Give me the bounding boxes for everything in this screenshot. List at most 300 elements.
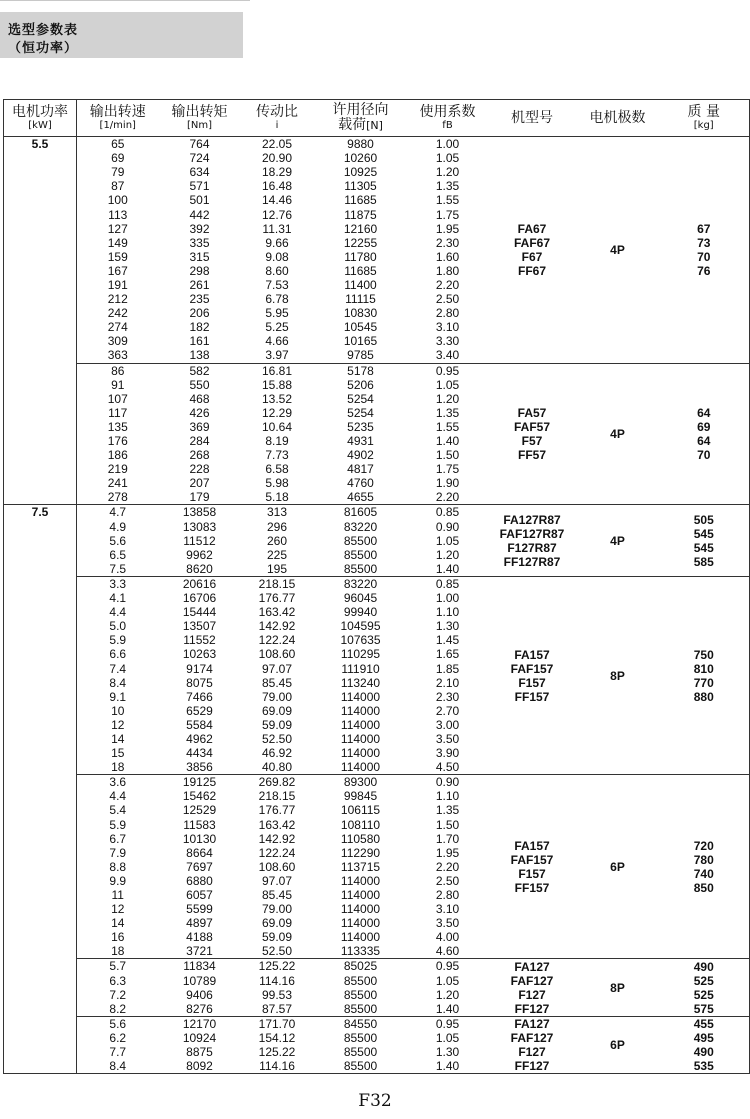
weight-value: 64 xyxy=(697,405,711,420)
service-factor-cell: 1.00 xyxy=(435,591,460,606)
torque-cell: 298 xyxy=(189,263,210,278)
table-row xyxy=(4,505,750,520)
table-header-row xyxy=(4,100,750,137)
torque-cell: 550 xyxy=(189,377,210,392)
radial-load-cell: 12160 xyxy=(343,221,378,236)
speed-cell: 309 xyxy=(107,334,128,349)
motor-poles-cell: 4P xyxy=(577,363,659,505)
weight-value: 490 xyxy=(693,1045,714,1059)
radial-load-cell: 85500 xyxy=(343,973,378,988)
service-factor-cell: 1.00 xyxy=(408,137,488,152)
service-factor-cell: 2.80 xyxy=(435,306,460,321)
radial-load-cell: 9880 xyxy=(314,137,408,152)
ratio-cell: 52.50 xyxy=(261,944,293,959)
speed-cell: 8.2 xyxy=(109,1001,127,1016)
service-factor-cell: 1.70 xyxy=(435,831,460,846)
ratio-cell: 154.12 xyxy=(258,1030,296,1045)
torque-cell: 501 xyxy=(189,193,210,208)
speed-cell: 113 xyxy=(108,207,128,222)
table-row xyxy=(4,576,750,591)
speed-cell: 69 xyxy=(111,151,125,166)
radial-load-cell: 89300 xyxy=(314,775,408,790)
model-number: FA157 xyxy=(514,838,550,853)
service-factor-cell: 1.35 xyxy=(435,405,460,420)
torque-cell: 10789 xyxy=(182,973,217,988)
service-factor-cell: 1.20 xyxy=(435,165,460,180)
table-row xyxy=(4,363,750,378)
service-factor-cell: 3.50 xyxy=(435,916,460,931)
torque-cell: 20616 xyxy=(159,576,241,591)
radial-load-cell: 99940 xyxy=(343,605,378,620)
weight-value: 575 xyxy=(693,1001,714,1016)
speed-cell: 5.6 xyxy=(77,1016,159,1031)
radial-load-cell: 85500 xyxy=(343,1045,378,1060)
radial-load-cell: 107635 xyxy=(340,633,381,648)
ratio-cell: 8.60 xyxy=(265,263,289,278)
weight-cell xyxy=(659,775,750,959)
speed-cell: 79 xyxy=(111,165,125,180)
motor-poles-cell: 8P xyxy=(577,959,659,1016)
ratio-cell: 40.80 xyxy=(261,760,293,775)
torque-cell: 268 xyxy=(189,448,210,463)
speed-cell: 7.9 xyxy=(109,845,127,860)
weight-value: 70 xyxy=(697,447,711,462)
model-number: FAF127R87 xyxy=(499,526,565,541)
service-factor-cell: 2.80 xyxy=(435,888,460,903)
speed-cell: 3.6 xyxy=(77,775,159,790)
speed-cell: 135 xyxy=(107,419,128,434)
speed-cell: 3.3 xyxy=(77,576,159,591)
speed-cell: 12 xyxy=(111,902,125,917)
service-factor-cell: 1.75 xyxy=(435,207,460,222)
ratio-cell: 8.19 xyxy=(265,434,289,449)
radial-load-cell: 114000 xyxy=(340,873,381,888)
motor-poles-cell: 6P xyxy=(577,775,659,959)
radial-load-cell: 113240 xyxy=(340,675,381,690)
speed-cell: 4.7 xyxy=(77,505,159,520)
torque-cell: 10924 xyxy=(182,1030,217,1045)
radial-load-cell: 4931 xyxy=(347,434,374,449)
ratio-cell: 5.98 xyxy=(265,476,289,491)
ratio-cell: 3.97 xyxy=(265,348,289,363)
torque-cell: 764 xyxy=(159,137,241,152)
torque-cell: 161 xyxy=(189,334,210,349)
ratio-cell: 125.22 xyxy=(258,1045,296,1060)
torque-cell: 571 xyxy=(189,179,210,194)
ratio-cell: 69.09 xyxy=(261,916,293,931)
header-subtitle: （恒功率） xyxy=(8,41,79,56)
weight-cell xyxy=(659,576,750,774)
weight-value: 850 xyxy=(693,880,714,895)
service-factor-cell: 1.50 xyxy=(435,817,460,832)
speed-cell: 12 xyxy=(111,717,125,732)
model-number: FA127 xyxy=(514,1017,550,1031)
col-header-power: 电机功率 [kW] xyxy=(4,100,77,137)
torque-cell: 10263 xyxy=(182,647,217,662)
radial-load-cell: 114000 xyxy=(340,746,381,761)
service-factor-cell: 3.50 xyxy=(435,731,460,746)
weight-value: 525 xyxy=(693,987,714,1002)
speed-cell: 241 xyxy=(107,476,128,491)
weight-cell xyxy=(659,959,750,1016)
col-header-radial-load: 许用径向 载荷[N] xyxy=(314,100,408,137)
speed-cell: 5.9 xyxy=(109,817,127,832)
radial-load-cell: 10925 xyxy=(343,165,378,180)
weight-value: 76 xyxy=(697,263,711,278)
weight-value: 545 xyxy=(693,540,714,555)
service-factor-cell: 1.35 xyxy=(435,179,460,194)
speed-cell: 7.5 xyxy=(109,561,127,576)
torque-cell: 206 xyxy=(189,306,210,321)
service-factor-cell: 3.10 xyxy=(435,902,460,917)
model-number: FA157 xyxy=(514,647,550,662)
service-factor-cell: 3.40 xyxy=(435,348,460,363)
ratio-cell: 225 xyxy=(266,547,288,562)
service-factor-cell: 1.85 xyxy=(435,661,460,676)
radial-load-cell: 85500 xyxy=(343,561,378,576)
torque-cell: 16706 xyxy=(182,591,217,606)
speed-cell: 5.9 xyxy=(109,633,127,648)
torque-cell: 10130 xyxy=(182,831,217,846)
radial-load-cell: 10260 xyxy=(343,151,378,166)
service-factor-cell: 3.00 xyxy=(435,717,460,732)
speed-cell: 6.6 xyxy=(109,647,127,662)
torque-cell: 7697 xyxy=(186,859,213,874)
model-number: FF157 xyxy=(514,689,550,704)
radial-load-cell: 85500 xyxy=(343,1059,378,1074)
service-factor-cell: 1.95 xyxy=(435,221,460,236)
speed-cell: 16 xyxy=(111,930,125,945)
torque-cell: 8075 xyxy=(186,675,213,690)
radial-load-cell: 111910 xyxy=(341,661,380,676)
ratio-cell: 14.46 xyxy=(261,193,293,208)
speed-cell: 176 xyxy=(107,434,128,449)
ratio-cell: 9.08 xyxy=(265,249,289,264)
torque-cell: 335 xyxy=(189,235,210,250)
service-factor-cell: 3.90 xyxy=(435,746,460,761)
ratio-cell: 142.92 xyxy=(258,831,296,846)
weight-value: 585 xyxy=(693,554,714,569)
speed-cell: 5.7 xyxy=(77,959,159,974)
ratio-cell: 163.42 xyxy=(258,605,296,620)
torque-cell: 5584 xyxy=(186,717,213,732)
torque-cell: 179 xyxy=(189,490,210,505)
service-factor-cell: 2.50 xyxy=(435,873,460,888)
speed-cell: 8.4 xyxy=(109,1059,127,1074)
service-factor-cell: 0.95 xyxy=(408,1016,488,1031)
weight-value: 780 xyxy=(693,852,714,867)
speed-cell: 159 xyxy=(107,249,128,264)
service-factor-cell: 2.70 xyxy=(435,703,460,718)
weight-value: 70 xyxy=(697,249,711,264)
radial-load-cell: 11685 xyxy=(344,193,377,208)
torque-cell: 4188 xyxy=(186,930,213,945)
radial-load-cell: 85500 xyxy=(343,987,378,1002)
model-number: F127R87 xyxy=(507,540,557,555)
ratio-cell: 97.07 xyxy=(261,661,293,676)
speed-cell: 167 xyxy=(107,263,128,278)
speed-cell: 212 xyxy=(107,292,128,307)
speed-cell: 107 xyxy=(107,391,128,406)
ratio-cell: 122.24 xyxy=(258,845,296,860)
ratio-cell: 11.31 xyxy=(262,221,292,236)
torque-cell: 8092 xyxy=(186,1059,213,1074)
model-number: F157 xyxy=(518,675,546,690)
radial-load-cell: 114000 xyxy=(340,731,381,746)
weight-value: 73 xyxy=(697,235,711,250)
selection-parameter-table xyxy=(3,99,750,1074)
torque-cell: 392 xyxy=(189,221,210,236)
torque-cell: 138 xyxy=(189,348,210,363)
torque-cell: 15444 xyxy=(182,605,217,620)
radial-load-cell: 85025 xyxy=(314,959,408,974)
model-number: FAF127 xyxy=(510,1031,554,1045)
speed-cell: 7.7 xyxy=(109,1045,127,1060)
speed-cell: 6.2 xyxy=(109,1030,127,1045)
ratio-cell: 176.77 xyxy=(258,803,296,818)
speed-cell: 15 xyxy=(111,746,125,761)
speed-cell: 127 xyxy=(107,221,128,236)
ratio-cell: 260 xyxy=(266,533,288,548)
radial-load-cell: 11780 xyxy=(344,249,377,264)
speed-cell: 7.4 xyxy=(109,661,127,676)
radial-load-cell: 96045 xyxy=(343,591,378,606)
ratio-cell: 20.90 xyxy=(261,151,293,166)
service-factor-cell: 1.80 xyxy=(435,263,460,278)
model-number: FAF67 xyxy=(513,235,550,250)
ratio-cell: 7.53 xyxy=(265,277,289,292)
model-number: FF57 xyxy=(517,447,546,462)
service-factor-cell: 1.40 xyxy=(435,1001,460,1016)
ratio-cell: 12.76 xyxy=(261,207,293,222)
radial-load-cell: 114000 xyxy=(340,888,381,903)
motor-poles-cell: 4P xyxy=(577,137,659,364)
ratio-cell: 5.25 xyxy=(265,320,289,335)
service-factor-cell: 0.85 xyxy=(408,505,488,520)
radial-load-cell: 85500 xyxy=(343,533,378,548)
ratio-cell: 6.78 xyxy=(265,292,289,307)
weight-cell xyxy=(659,505,750,576)
torque-cell: 13507 xyxy=(182,619,217,634)
torque-cell: 4434 xyxy=(186,746,213,761)
speed-cell: 4.4 xyxy=(109,605,127,620)
ratio-cell: 87.57 xyxy=(261,1001,293,1016)
service-factor-cell: 1.05 xyxy=(435,377,460,392)
weight-value: 455 xyxy=(693,1017,714,1031)
torque-cell: 315 xyxy=(189,249,210,264)
service-factor-cell: 1.65 xyxy=(435,647,460,662)
radial-load-cell: 11685 xyxy=(344,263,377,278)
speed-cell: 5.0 xyxy=(109,619,127,634)
torque-cell: 11583 xyxy=(183,817,216,832)
motor-power-cell: 7.5 xyxy=(4,505,77,1074)
service-factor-cell: 1.20 xyxy=(435,987,460,1002)
service-factor-cell: 1.05 xyxy=(435,1030,460,1045)
torque-cell: 6529 xyxy=(186,703,213,718)
speed-cell: 117 xyxy=(108,405,128,420)
torque-cell: 468 xyxy=(189,391,210,406)
torque-cell: 4897 xyxy=(186,916,213,931)
radial-load-cell: 83220 xyxy=(343,519,378,534)
table-row xyxy=(4,1016,750,1031)
torque-cell: 207 xyxy=(189,476,210,491)
speed-cell: 4.4 xyxy=(109,789,127,804)
motor-power-cell: 5.5 xyxy=(4,137,77,505)
ratio-cell: 99.53 xyxy=(261,987,293,1002)
radial-load-cell: 104595 xyxy=(340,619,381,634)
radial-load-cell: 11305 xyxy=(344,179,377,194)
service-factor-cell: 2.50 xyxy=(435,292,460,307)
model-cell xyxy=(488,505,577,576)
ratio-cell: 9.66 xyxy=(265,235,289,250)
service-factor-cell: 1.55 xyxy=(435,419,460,434)
torque-cell: 369 xyxy=(189,419,210,434)
ratio-cell: 22.05 xyxy=(241,137,314,152)
torque-cell: 15462 xyxy=(182,789,217,804)
ratio-cell: 18.29 xyxy=(261,165,293,180)
torque-cell: 8664 xyxy=(186,845,213,860)
weight-value: 490 xyxy=(693,959,714,974)
radial-load-cell: 114000 xyxy=(340,760,381,775)
torque-cell: 582 xyxy=(159,363,241,378)
service-factor-cell: 2.20 xyxy=(435,859,460,874)
ratio-cell: 16.48 xyxy=(261,179,293,194)
torque-cell: 19125 xyxy=(159,775,241,790)
speed-cell: 219 xyxy=(107,462,128,477)
service-factor-cell: 3.30 xyxy=(435,334,460,349)
service-factor-cell: 2.20 xyxy=(435,277,460,292)
page-number: F32 xyxy=(358,1091,392,1111)
table-row xyxy=(4,959,750,974)
model-cell xyxy=(488,1016,577,1073)
radial-load-cell: 99845 xyxy=(343,789,378,804)
torque-cell: 261 xyxy=(189,277,210,292)
speed-cell: 14 xyxy=(111,916,125,931)
col-header-speed: 输出转速 [1/min] xyxy=(77,100,159,137)
ratio-cell: 4.66 xyxy=(265,334,289,349)
service-factor-cell: 1.75 xyxy=(435,462,460,477)
table-body xyxy=(4,137,750,1074)
model-number: FA57 xyxy=(517,405,547,420)
torque-cell: 3721 xyxy=(186,944,213,959)
service-factor-cell: 0.95 xyxy=(408,363,488,378)
torque-cell: 228 xyxy=(189,462,210,477)
speed-cell: 4.9 xyxy=(109,519,127,534)
torque-cell: 634 xyxy=(189,165,210,180)
radial-load-cell: 114000 xyxy=(340,930,381,945)
speed-cell: 14 xyxy=(111,731,125,746)
weight-value: 64 xyxy=(697,433,711,448)
col-header-ratio: 传动比 i xyxy=(241,100,314,137)
weight-value: 740 xyxy=(693,866,714,881)
model-cell xyxy=(488,959,577,1016)
speed-cell: 6.3 xyxy=(109,973,127,988)
model-number: F67 xyxy=(521,249,543,264)
service-factor-cell: 1.30 xyxy=(435,619,460,634)
radial-load-cell: 113335 xyxy=(340,944,381,959)
service-factor-cell: 0.95 xyxy=(408,959,488,974)
service-factor-cell: 2.10 xyxy=(435,675,460,690)
radial-load-cell: 10830 xyxy=(343,306,378,321)
speed-cell: 242 xyxy=(107,306,128,321)
speed-cell: 9.9 xyxy=(109,873,127,888)
radial-load-cell: 84550 xyxy=(314,1016,408,1031)
radial-load-cell: 10165 xyxy=(343,334,378,349)
speed-cell: 6.5 xyxy=(109,547,127,562)
weight-value: 810 xyxy=(693,661,714,676)
service-factor-cell: 1.90 xyxy=(435,476,460,491)
model-cell xyxy=(488,775,577,959)
torque-cell: 182 xyxy=(189,320,210,335)
speed-cell: 18 xyxy=(111,944,125,959)
col-header-service-factor: 使用系数 fB xyxy=(408,100,488,137)
torque-cell: 13858 xyxy=(159,505,241,520)
ratio-cell: 5.95 xyxy=(265,306,289,321)
radial-load-cell: 4760 xyxy=(347,476,374,491)
radial-load-cell: 85500 xyxy=(343,1001,378,1016)
model-number: FAF157 xyxy=(510,852,554,867)
ratio-cell: 59.09 xyxy=(261,930,293,945)
radial-load-cell: 114000 xyxy=(340,916,381,931)
ratio-cell: 85.45 xyxy=(261,888,293,903)
service-factor-cell: 1.20 xyxy=(435,391,460,406)
ratio-cell: 195 xyxy=(266,561,288,576)
speed-cell: 18 xyxy=(111,760,125,775)
service-factor-cell: 4.00 xyxy=(435,930,460,945)
weight-value: 880 xyxy=(693,689,714,704)
speed-cell: 11 xyxy=(111,888,124,903)
service-factor-cell: 0.85 xyxy=(408,576,488,591)
weight-value: 545 xyxy=(693,526,714,541)
weight-value: 525 xyxy=(693,973,714,988)
ratio-cell: 176.77 xyxy=(258,591,296,606)
ratio-cell: 108.60 xyxy=(258,647,296,662)
ratio-cell: 218.15 xyxy=(241,576,314,591)
ratio-cell: 59.09 xyxy=(261,717,293,732)
ratio-cell: 114.16 xyxy=(259,1059,295,1074)
service-factor-cell: 1.20 xyxy=(435,547,460,562)
model-number: FAF127 xyxy=(510,973,554,988)
torque-cell: 12170 xyxy=(159,1016,241,1031)
ratio-cell: 313 xyxy=(241,505,314,520)
service-factor-cell: 2.20 xyxy=(435,490,460,505)
ratio-cell: 12.29 xyxy=(261,405,293,420)
table-row xyxy=(4,137,750,152)
speed-cell: 149 xyxy=(107,235,128,250)
torque-cell: 9174 xyxy=(186,661,213,676)
service-factor-cell: 1.60 xyxy=(435,249,460,264)
service-factor-cell: 1.35 xyxy=(435,803,460,818)
weight-value: 770 xyxy=(693,675,714,690)
torque-cell: 284 xyxy=(189,434,210,449)
model-number: FF127 xyxy=(514,1001,550,1016)
torque-cell: 11552 xyxy=(183,633,216,648)
service-factor-cell: 1.55 xyxy=(435,193,460,208)
radial-load-cell: 112290 xyxy=(340,845,381,860)
model-number: F127 xyxy=(518,987,546,1002)
weight-value: 69 xyxy=(697,419,711,434)
ratio-cell: 125.22 xyxy=(241,959,314,974)
table-row xyxy=(4,775,750,790)
radial-load-cell: 4817 xyxy=(347,462,374,477)
model-cell xyxy=(488,137,577,364)
radial-load-cell: 81605 xyxy=(314,505,408,520)
ratio-cell: 108.60 xyxy=(258,859,296,874)
radial-load-cell: 11115 xyxy=(345,292,376,307)
model-number: F157 xyxy=(518,866,546,881)
radial-load-cell: 113715 xyxy=(340,859,381,874)
top-rule xyxy=(0,0,250,1)
